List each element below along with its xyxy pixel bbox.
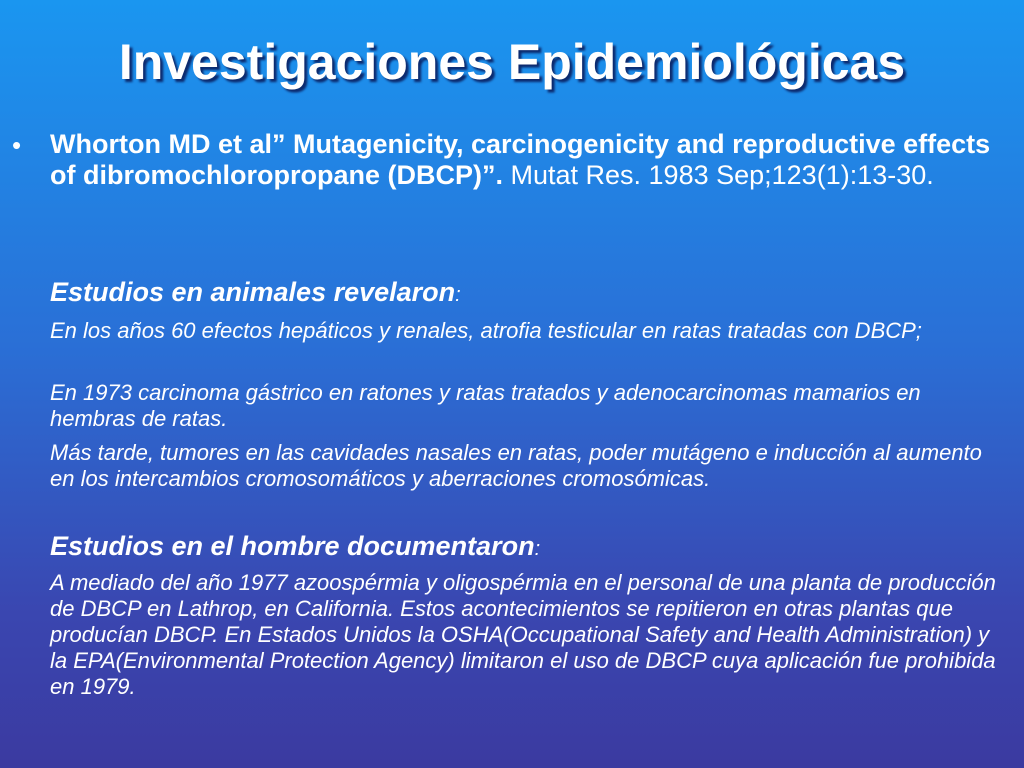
animal-studies-heading-colon: :: [455, 284, 461, 306]
human-studies-heading-text: Estudios en el hombre documentaron: [50, 531, 535, 561]
animal-finding-3: Más tarde, tumores en las cavidades nasales en ratas, poder mutágeno e inducción al aumento en los intercambios cromosomáticos y aberraciones cromosómicas.: [50, 440, 982, 491]
human-studies-heading-colon: :: [534, 538, 541, 560]
animal-studies-heading-block: [50, 276, 1012, 311]
animal-studies-heading: [50, 276, 1012, 311]
human-findings-text: A mediado del año 1977 azoospérmia y oligospérmia en el personal de una planta de producción de DBCP en Lathrop, en California. Estos acontecimientos se repitieron en otras plantas que producían DBCP. En Estados Unidos la OSHA(Occupational Safety and Health Administration) y la EPA(Environmental Protection Agency) limitaron el uso de DBCP cuya aplicación fue prohibida en 1979.: [50, 570, 996, 699]
slide-title: Investigaciones Epidemiológicas: [118, 34, 906, 90]
citation: [50, 129, 1000, 191]
human-studies-heading: [50, 530, 1012, 565]
animal-finding-2: En 1973 carcinoma gástrico en ratones y ratas tratados y adenocarcinomas mamarios en hembras de ratas.: [50, 380, 921, 431]
bullet-marker: •: [12, 130, 22, 160]
animal-finding-1: En los años 60 efectos hepáticos y renales, atrofia testicular en ratas tratadas con DBCP;: [50, 318, 922, 343]
animal-studies-heading-text: Estudios en animales revelaron: [50, 277, 456, 307]
human-studies-heading-block: [50, 530, 1012, 565]
citation-reference: Whorton MD et al” Mutagenicity, carcinogenicity and reproductive effects of dibromochloropropane (DBCP)”.: [50, 129, 991, 190]
citation-journal: Mutat Res. 1983 Sep;123(1):13-30.: [510, 160, 934, 190]
